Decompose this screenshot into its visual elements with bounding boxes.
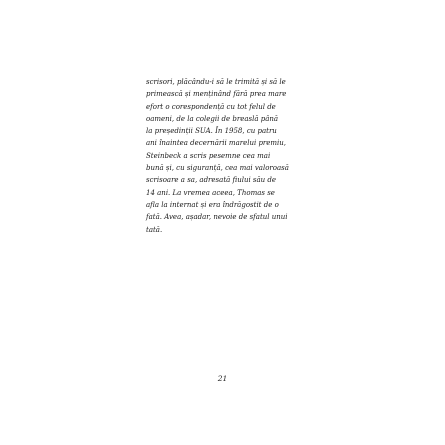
text-line: bună și, cu siguranță, cea mai valoroasă xyxy=(146,164,289,173)
text-line: scrisori, plăcându-i să le trimită și să le xyxy=(146,78,286,86)
text-line: la președinții SUA. În 1958, cu patru xyxy=(146,127,277,136)
text-line: fată. Avea, așadar, nevoie de sfatul unui xyxy=(146,213,288,222)
text-line: ani înaintea decernării marelui premiu, xyxy=(146,139,287,148)
text-line: 14 ani. La vremea aceea, Thomas se xyxy=(146,188,275,197)
page-number: 21 xyxy=(217,374,228,383)
body-text xyxy=(146,76,316,236)
text-line: oameni, de la colegii de breaslă până xyxy=(146,114,279,123)
text-line: scrisoare a sa, adresată fiului său de xyxy=(146,176,277,185)
text-line: afla la internat și era îndrăgostit de o xyxy=(146,200,279,209)
text-line: tată. xyxy=(146,225,163,234)
text-line: efort o corespondență cu tot felul de xyxy=(146,102,276,111)
text-line: Steinbeck a scris pesemne cea mai xyxy=(146,151,271,160)
text-line: primească și menținând fără prea mare xyxy=(146,90,287,99)
